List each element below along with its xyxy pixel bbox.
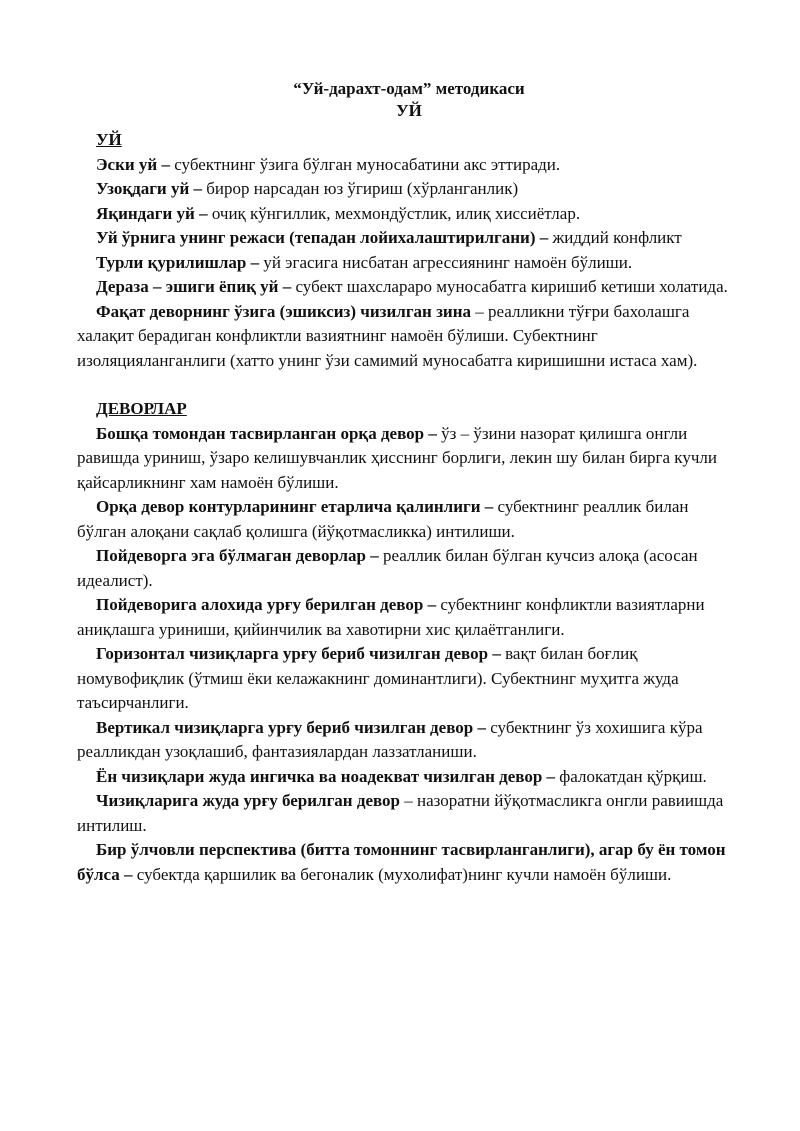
paragraph — [77, 765, 741, 790]
document-subtitle: УЙ — [396, 101, 422, 120]
paragraph — [77, 275, 741, 300]
description: жиддий конфликт — [548, 228, 682, 247]
term: Деразa – эшиги ёпиқ уй – — [96, 277, 292, 296]
term: Вертикал чизиқларга урғу бериб чизилган девор – — [96, 717, 486, 737]
paragraph — [77, 495, 741, 544]
description: ўз – ўзини назорат қилишга онгли равишда уриниш, ўзаро келишувчанлик ҳисснинг борлиги, лекин шу билан бирга кучли қайсарликнинг хам намоён бўлиши. — [77, 423, 717, 492]
section-heading-walls: ДЕВОРЛАР — [96, 399, 187, 418]
description: – назоратни йўқотмасликга онгли равиишда интилиш. — [77, 791, 724, 835]
description: субект шахсларaро муносабатга киришиб кетиши холатида. — [291, 277, 728, 296]
paragraph — [77, 838, 741, 887]
paragraph — [77, 251, 741, 276]
term: Горизонтал чизиқларга урғу бериб чизилган девор – — [96, 644, 501, 663]
description: уй эгасига нисбатан агрессиянинг намоён бўлиши. — [259, 252, 633, 272]
document-title: “Уй-дарахт-одам” методикаси — [293, 79, 525, 98]
term: Фақат деворнинг ўзига (эшиксиз) чизилган зина — [96, 301, 472, 321]
paragraph — [77, 226, 741, 251]
term: Яқиндаги уй – — [96, 203, 208, 223]
term: Эски уй – — [96, 154, 170, 174]
paragraph — [77, 716, 741, 765]
term: Узоқдаги уй – — [96, 179, 203, 198]
description: очиқ кўнгиллик, мехмондўстлик, илиқ хиссиётлар. — [207, 203, 581, 223]
paragraph — [77, 177, 741, 202]
description: реаллик билан бўлган кучсиз алоқа (асосан идеалист). — [77, 546, 698, 590]
description: субектнинг конфликтли вазиятларни аниқлашга уриниши, қийинчилик ва хавотирни хис қилаётганлиги. — [77, 595, 705, 639]
term: Пойдеворга эга бўлмаган деворлар – — [96, 546, 379, 565]
paragraph — [77, 642, 741, 716]
term: Пойдеворига алохида урғу берилган девор – — [96, 595, 437, 614]
term: Бир ўлчовли перспектива (битта томоннинг тасвирланганлиги), агар бу ён томон бўлса – — [77, 840, 726, 884]
description: фалокатдан қўрқиш. — [555, 766, 707, 786]
description: субектнинг ўз хохишига кўра реалликдан узоқлашиб, фантазиялардан лаззатланиши. — [77, 717, 703, 761]
description: субектда қаршилик ва бегоналик (мухолифат)нинг кучли намоён бўлиши. — [132, 864, 672, 884]
paragraph — [77, 422, 741, 496]
paragraph — [77, 153, 741, 178]
term: Орқа девор контурларининг етарлича қалинлиги – — [96, 497, 494, 516]
term: Уй ўрнига унинг режаси (тепадан лойихалаштирилгани) – — [96, 228, 549, 247]
paragraph — [77, 202, 741, 227]
description: – реалликни тўғри бахолашга халақит берадиган конфликтли вазиятнинг намоён бўлиши. Субектнинг изоляцияланганлиги (хатто унинг ўзи самимий муносабатга киришишни истаса хам). — [77, 301, 698, 370]
section-heading-house: УЙ — [96, 130, 122, 149]
section-gap — [77, 373, 741, 397]
description: субектнинг реаллик билан бўлган алоқани сақлаб қолишга (йўқотмасликка) интилиши. — [77, 497, 689, 541]
term: Чизиқларига жуда урғу берилган девор — [96, 791, 401, 810]
term: Ён чизиқлари жуда ингичка ва ноадекват чизилган девор – — [96, 766, 556, 786]
description: субектнинг ўзига бўлган муносабатини акс эттиради. — [169, 154, 561, 174]
document-page — [77, 78, 741, 887]
paragraph — [77, 789, 741, 838]
paragraph — [77, 544, 741, 593]
term: Бошқа томондан тасвирланган орқа девор – — [96, 423, 437, 443]
paragraph — [77, 300, 741, 374]
description: вақт билан боғлиқ номувофиқлик (ўтмиш ёки келажакнинг доминантлиги). Субектнинг муҳитга жуда таъсирчанлиги. — [77, 644, 679, 712]
description: бирор нарсадан юз ўгириш (хўрланганлик) — [202, 179, 519, 198]
term: Турли қурилишлар – — [96, 252, 260, 272]
paragraph — [77, 593, 741, 642]
section-walls — [77, 397, 741, 887]
section-house — [77, 128, 741, 373]
